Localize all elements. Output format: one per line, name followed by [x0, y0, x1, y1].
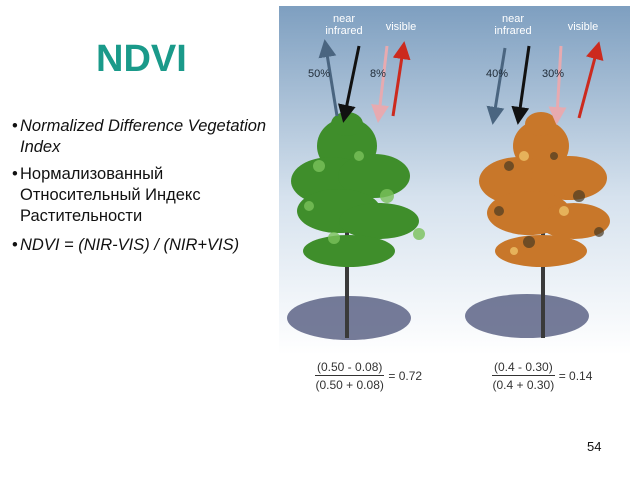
equation-result: = 0.14 — [558, 369, 593, 383]
visible-percent: 30% — [541, 68, 565, 80]
equation-numerator: (0.4 - 0.30) — [494, 360, 553, 374]
bullet-list — [12, 116, 274, 262]
equation-denominator: (0.4 + 0.30) — [492, 378, 555, 392]
visible-label: visible — [567, 21, 599, 33]
visible-percent: 8% — [370, 68, 386, 80]
ndvi-equation-stressed — [492, 360, 592, 392]
nir-label-line2: infrared — [494, 25, 532, 37]
visible-label: visible — [385, 21, 417, 33]
nir-label-line2: infrared — [325, 25, 363, 37]
bullet-text: Normalized Difference Vegetation Index — [20, 117, 267, 156]
nir-percent: 40% — [485, 68, 509, 80]
equation-denominator: (0.50 + 0.08) — [315, 378, 384, 392]
tree-shadow — [465, 294, 589, 338]
page-number: 54 — [587, 439, 602, 454]
nir-percent: 50% — [307, 68, 331, 80]
ndvi-figure — [279, 6, 630, 355]
bullet-item — [12, 235, 274, 256]
bullet-marker: • — [12, 165, 18, 183]
bullet-marker: • — [12, 236, 18, 254]
equation-numerator: (0.50 - 0.08) — [317, 360, 383, 374]
bullet-text: Нормализованный Относительный Индекс Растительности — [20, 165, 201, 225]
slide-title: NDVI — [96, 38, 187, 80]
bullet-text: NDVI = (NIR-VIS) / (NIR+VIS) — [20, 236, 240, 254]
bullet-item — [12, 164, 274, 227]
nir-label-line1: near — [501, 13, 525, 25]
bullet-item — [12, 116, 274, 158]
ndvi-equation-healthy — [315, 360, 422, 392]
equation-result: = 0.72 — [388, 369, 423, 383]
nir-label-line1: near — [332, 13, 356, 25]
bullet-marker: • — [12, 117, 18, 135]
